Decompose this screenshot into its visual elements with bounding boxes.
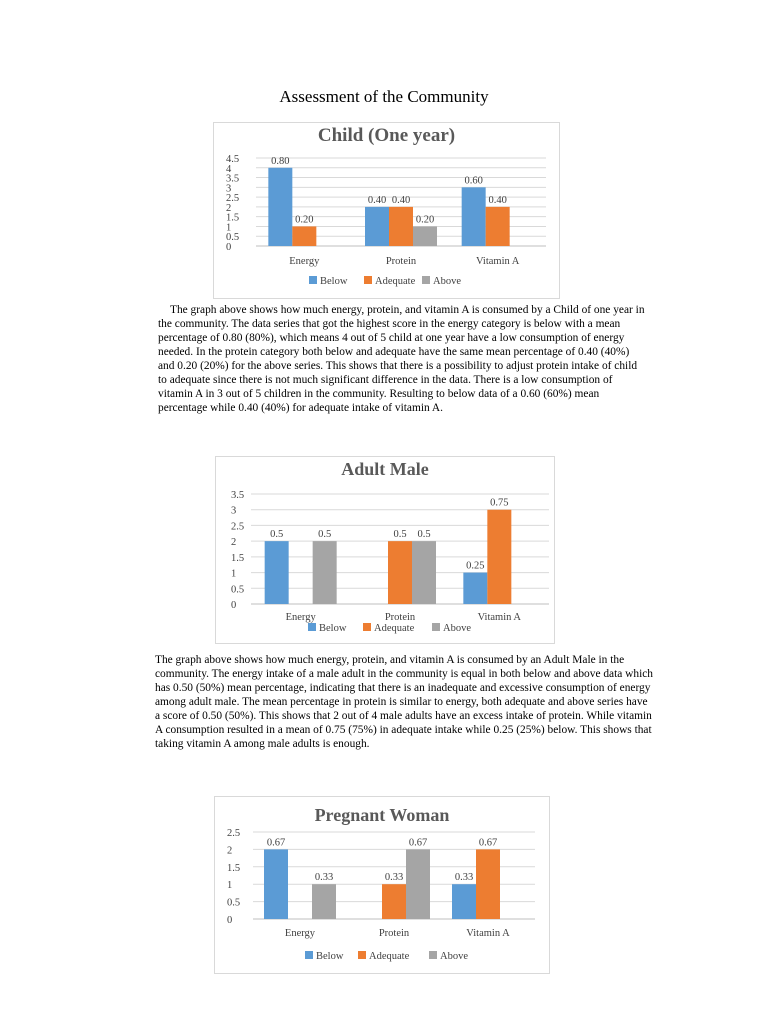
bar-below-vitamin-a — [452, 884, 476, 919]
y-tick-label: 0.5 — [226, 232, 240, 244]
bar-adequate-vitamin-a — [487, 510, 511, 604]
x-category-label: Vitamin A — [475, 256, 520, 267]
y-tick-label: 4 — [226, 163, 232, 175]
bar-adequate-vitamin-a — [486, 207, 510, 246]
legend-swatch-above — [432, 623, 440, 631]
x-category-label: Protein — [385, 256, 417, 267]
legend-swatch-adequate — [363, 623, 371, 631]
y-tick-label: 2 — [226, 202, 232, 214]
legend-swatch-adequate — [364, 276, 372, 284]
y-tick-label: 0.5 — [231, 584, 245, 596]
chart-title: Pregnant Woman — [314, 805, 450, 825]
bar-below-energy — [265, 541, 289, 604]
data-label-below-energy: 0.67 — [266, 837, 286, 849]
data-label-below-energy: 0.80 — [271, 155, 290, 167]
bar-below-energy — [264, 849, 288, 919]
bar-below-energy — [268, 168, 292, 246]
data-label-adequate-vitamin-a: 0.67 — [478, 837, 498, 849]
legend-swatch-below — [308, 623, 316, 631]
page-title: Assessment of the Community — [279, 87, 489, 106]
y-tick-label: 0.5 — [227, 897, 241, 909]
y-tick-label: 4.5 — [226, 154, 240, 165]
legend-label-adequate: Adequate — [375, 276, 416, 287]
y-tick-label: 3 — [231, 505, 237, 517]
bar-adequate-protein — [389, 207, 413, 246]
legend-swatch-above — [422, 276, 430, 284]
x-category-label: Protein — [384, 612, 416, 623]
y-tick-label: 2.5 — [227, 828, 241, 839]
legend-label-above: Above — [443, 623, 471, 634]
y-tick-label: 1.5 — [231, 552, 245, 564]
legend-label-adequate: Adequate — [369, 951, 410, 962]
data-label-above-energy: 0.5 — [318, 529, 332, 541]
bar-above-protein — [413, 226, 437, 246]
bar-below-vitamin-a — [462, 187, 486, 246]
legend-label-above: Above — [433, 276, 461, 287]
x-category-label: Energy — [284, 928, 316, 939]
chart-pregnant-woman-svg — [215, 797, 549, 973]
data-label-above-protein: 0.5 — [417, 529, 431, 541]
chart-title: Child (One year) — [317, 125, 456, 146]
x-category-label: Protein — [378, 928, 410, 939]
bar-above-energy — [313, 541, 337, 604]
y-tick-label: 3 — [226, 183, 232, 195]
data-label-adequate-protein: 0.33 — [384, 872, 404, 884]
legend-label-adequate: Adequate — [374, 623, 415, 634]
y-tick-label: 1 — [231, 568, 237, 580]
bar-adequate-vitamin-a — [476, 849, 500, 919]
legend-swatch-above — [429, 951, 437, 959]
chart-child-one-year — [213, 122, 560, 299]
bar-adequate-protein — [382, 884, 406, 919]
data-label-adequate-energy: 0.20 — [295, 214, 314, 226]
bar-adequate-energy — [292, 226, 316, 246]
data-label-above-protein: 0.67 — [408, 837, 428, 849]
legend-label-below: Below — [320, 276, 348, 287]
y-tick-label: 3.5 — [231, 490, 245, 501]
bar-below-protein — [365, 207, 389, 246]
legend-swatch-adequate — [358, 951, 366, 959]
bar-adequate-protein — [388, 541, 412, 604]
chart-adult-male-svg — [216, 457, 554, 643]
x-category-label: Vitamin A — [466, 928, 510, 939]
y-tick-label: 0 — [231, 600, 237, 611]
chart-adult-male — [215, 456, 555, 644]
data-label-above-energy: 0.33 — [314, 872, 334, 884]
data-label-below-vitamin-a: 0.25 — [466, 560, 485, 572]
y-tick-label: 1 — [226, 222, 232, 234]
bar-above-protein — [412, 541, 436, 604]
y-tick-label: 0 — [227, 915, 233, 926]
chart-pregnant-woman — [214, 796, 550, 974]
data-label-adequate-vitamin-a: 0.75 — [490, 497, 509, 509]
data-label-above-protein: 0.20 — [415, 214, 435, 226]
bar-below-vitamin-a — [463, 573, 487, 604]
y-tick-label: 3.5 — [226, 173, 240, 185]
data-label-below-protein: 0.40 — [367, 194, 387, 206]
x-category-label: Vitamin A — [477, 612, 522, 623]
data-label-below-vitamin-a: 0.33 — [454, 872, 474, 884]
legend-swatch-below — [309, 276, 317, 284]
data-label-adequate-vitamin-a: 0.40 — [488, 194, 507, 206]
y-tick-label: 1.5 — [227, 862, 241, 874]
data-label-below-vitamin-a: 0.60 — [464, 175, 483, 187]
legend-label-above: Above — [440, 951, 468, 962]
data-label-adequate-protein: 0.40 — [391, 194, 411, 206]
legend-swatch-below — [305, 951, 313, 959]
chart-title: Adult Male — [341, 459, 429, 479]
x-category-label: Energy — [285, 612, 316, 623]
data-label-below-energy: 0.5 — [270, 529, 284, 541]
bar-above-protein — [406, 849, 430, 919]
paragraph-adult-male: The graph above shows how much energy, protein, and vitamin A is consumed by an Adult Male in the community. The energy intake of a male adult in the community is equal in both below and above data which has 0.50 (50%) mean percentage, indicating that there is an inadequate and excessive consumption of energy among adult male. The mean percentage in protein is similar to energy, both adequate and above series have a score of 0.50 (50%). This shows that 2 out of 4 male adults have an excess intake of protein. While vitamin A consumption resulted in a mean of 0.75 (75%) in adequate intake while 0.25 (25%) below. This shows that taking vitamin A among male adults is enough. — [155, 654, 653, 750]
data-label-adequate-protein: 0.5 — [393, 529, 407, 541]
y-tick-label: 2 — [227, 845, 233, 857]
y-tick-label: 2.5 — [226, 193, 240, 205]
y-tick-label: 1.5 — [226, 212, 240, 224]
bar-above-energy — [312, 884, 336, 919]
y-tick-label: 2 — [231, 537, 237, 549]
chart-child-svg — [214, 123, 559, 298]
paragraph-child: The graph above shows how much energy, protein, and vitamin A is consumed by a Child of one year in the community. The data series that got the highest score in the energy category is below with a mean percentage of 0.80 (80%), which means 4 out of 5 child at one year have a low consumption of energy needed. In the protein category both below and adequate have the same mean percentage of 0.40 (40%) and 0.20 (20%) for the above series. This shows that there is a possibility to adjust protein intake of child to adequate since there is not much significant difference in the data. There is a low consumption of vitamin A in 3 out of 5 children in the community. Resulting to below data of a 0.60 (60%) mean percentage while 0.40 (40%) for adequate intake of vitamin A. — [158, 304, 645, 414]
y-tick-label: 2.5 — [231, 521, 245, 533]
y-tick-label: 1 — [227, 880, 233, 892]
x-category-label: Energy — [289, 256, 320, 267]
legend-label-below: Below — [316, 951, 344, 962]
y-tick-label: 0 — [226, 242, 232, 253]
legend-label-below: Below — [319, 623, 347, 634]
